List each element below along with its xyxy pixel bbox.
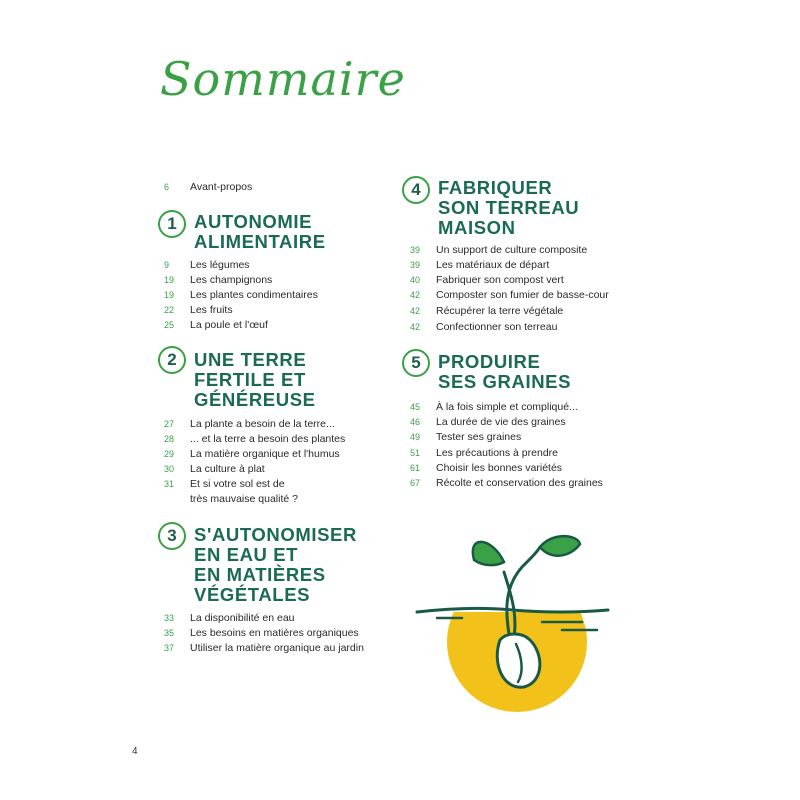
toc-entry[interactable]: 46 La durée de vie des graines bbox=[410, 416, 566, 428]
toc-entry[interactable]: 51 Les précautions à prendre bbox=[410, 447, 558, 459]
toc-entry[interactable]: 35 Les besoins en matières organiques bbox=[164, 627, 359, 639]
toc-entry[interactable]: 29 La matière organique et l'humus bbox=[164, 448, 340, 460]
section-title-2[interactable]: UNE TERRE FERTILE ET GÉNÉREUSE bbox=[194, 349, 316, 410]
section-title-1[interactable]: AUTONOMIE ALIMENTAIRE bbox=[194, 211, 326, 252]
section-title-4[interactable]: FABRIQUER SON TERREAU MAISON bbox=[438, 177, 580, 238]
section-number-3: 3 bbox=[158, 522, 186, 550]
toc-entry[interactable]: 39 Un support de culture composite bbox=[410, 244, 588, 256]
section-number-4: 4 bbox=[402, 176, 430, 204]
toc-entry[interactable]: 9 Les légumes bbox=[164, 259, 250, 271]
toc-entry[interactable]: 42 Récupérer la terre végétale bbox=[410, 305, 564, 317]
toc-entry[interactable]: 31 Et si votre sol est de bbox=[164, 478, 285, 490]
toc-entry[interactable]: très mauvaise qualité ? bbox=[190, 493, 298, 505]
entry-label: Avant-propos bbox=[190, 181, 253, 193]
toc-entry[interactable]: 61 Choisir les bonnes variétés bbox=[410, 462, 563, 474]
toc-entry[interactable]: 19 Les plantes condimentaires bbox=[164, 289, 318, 301]
toc-entry[interactable]: 30 La culture à plat bbox=[164, 463, 265, 475]
entry-page: 6 bbox=[164, 182, 170, 192]
toc-entry[interactable]: 28 ... et la terre a besoin des plantes bbox=[164, 433, 346, 445]
toc-entry[interactable]: 22 Les fruits bbox=[164, 304, 233, 316]
toc-entry[interactable]: 25 La poule et l'œuf bbox=[164, 319, 268, 331]
section-number-1: 1 bbox=[158, 210, 186, 238]
toc-entry[interactable]: 42 Composter son fumier de basse-cour bbox=[410, 289, 609, 301]
toc-entry[interactable]: 67 Récolte et conservation des graines bbox=[410, 477, 603, 489]
section-title-5[interactable]: PRODUIRE SES GRAINES bbox=[438, 351, 572, 392]
section-number-2: 2 bbox=[158, 346, 186, 374]
page-number: 4 bbox=[132, 746, 138, 757]
toc-entry[interactable]: 42 Confectionner son terreau bbox=[410, 321, 558, 333]
toc-entry[interactable]: 27 La plante a besoin de la terre... bbox=[164, 418, 335, 430]
toc-entry[interactable]: 45 À la fois simple et compliqué... bbox=[410, 401, 578, 413]
toc-entry[interactable]: 19 Les champignons bbox=[164, 274, 273, 286]
section-title-3[interactable]: S'AUTONOMISER EN EAU ET EN MATIÈRES VÉGÉTALES bbox=[194, 524, 357, 605]
toc-entry[interactable]: 33 La disponibilité en eau bbox=[164, 612, 295, 624]
toc-entry[interactable]: 40 Fabriquer son compost vert bbox=[410, 274, 564, 286]
sprouting-seed-icon bbox=[412, 522, 612, 712]
toc-entry-intro[interactable] bbox=[164, 180, 252, 194]
section-number-5: 5 bbox=[402, 349, 430, 377]
toc-entry[interactable]: 49 Tester ses graines bbox=[410, 431, 522, 443]
toc-entry[interactable]: 39 Les matériaux de départ bbox=[410, 259, 550, 271]
page-title: Sommaire bbox=[160, 52, 406, 106]
toc-entry[interactable]: 37 Utiliser la matière organique au jardin bbox=[164, 642, 364, 654]
